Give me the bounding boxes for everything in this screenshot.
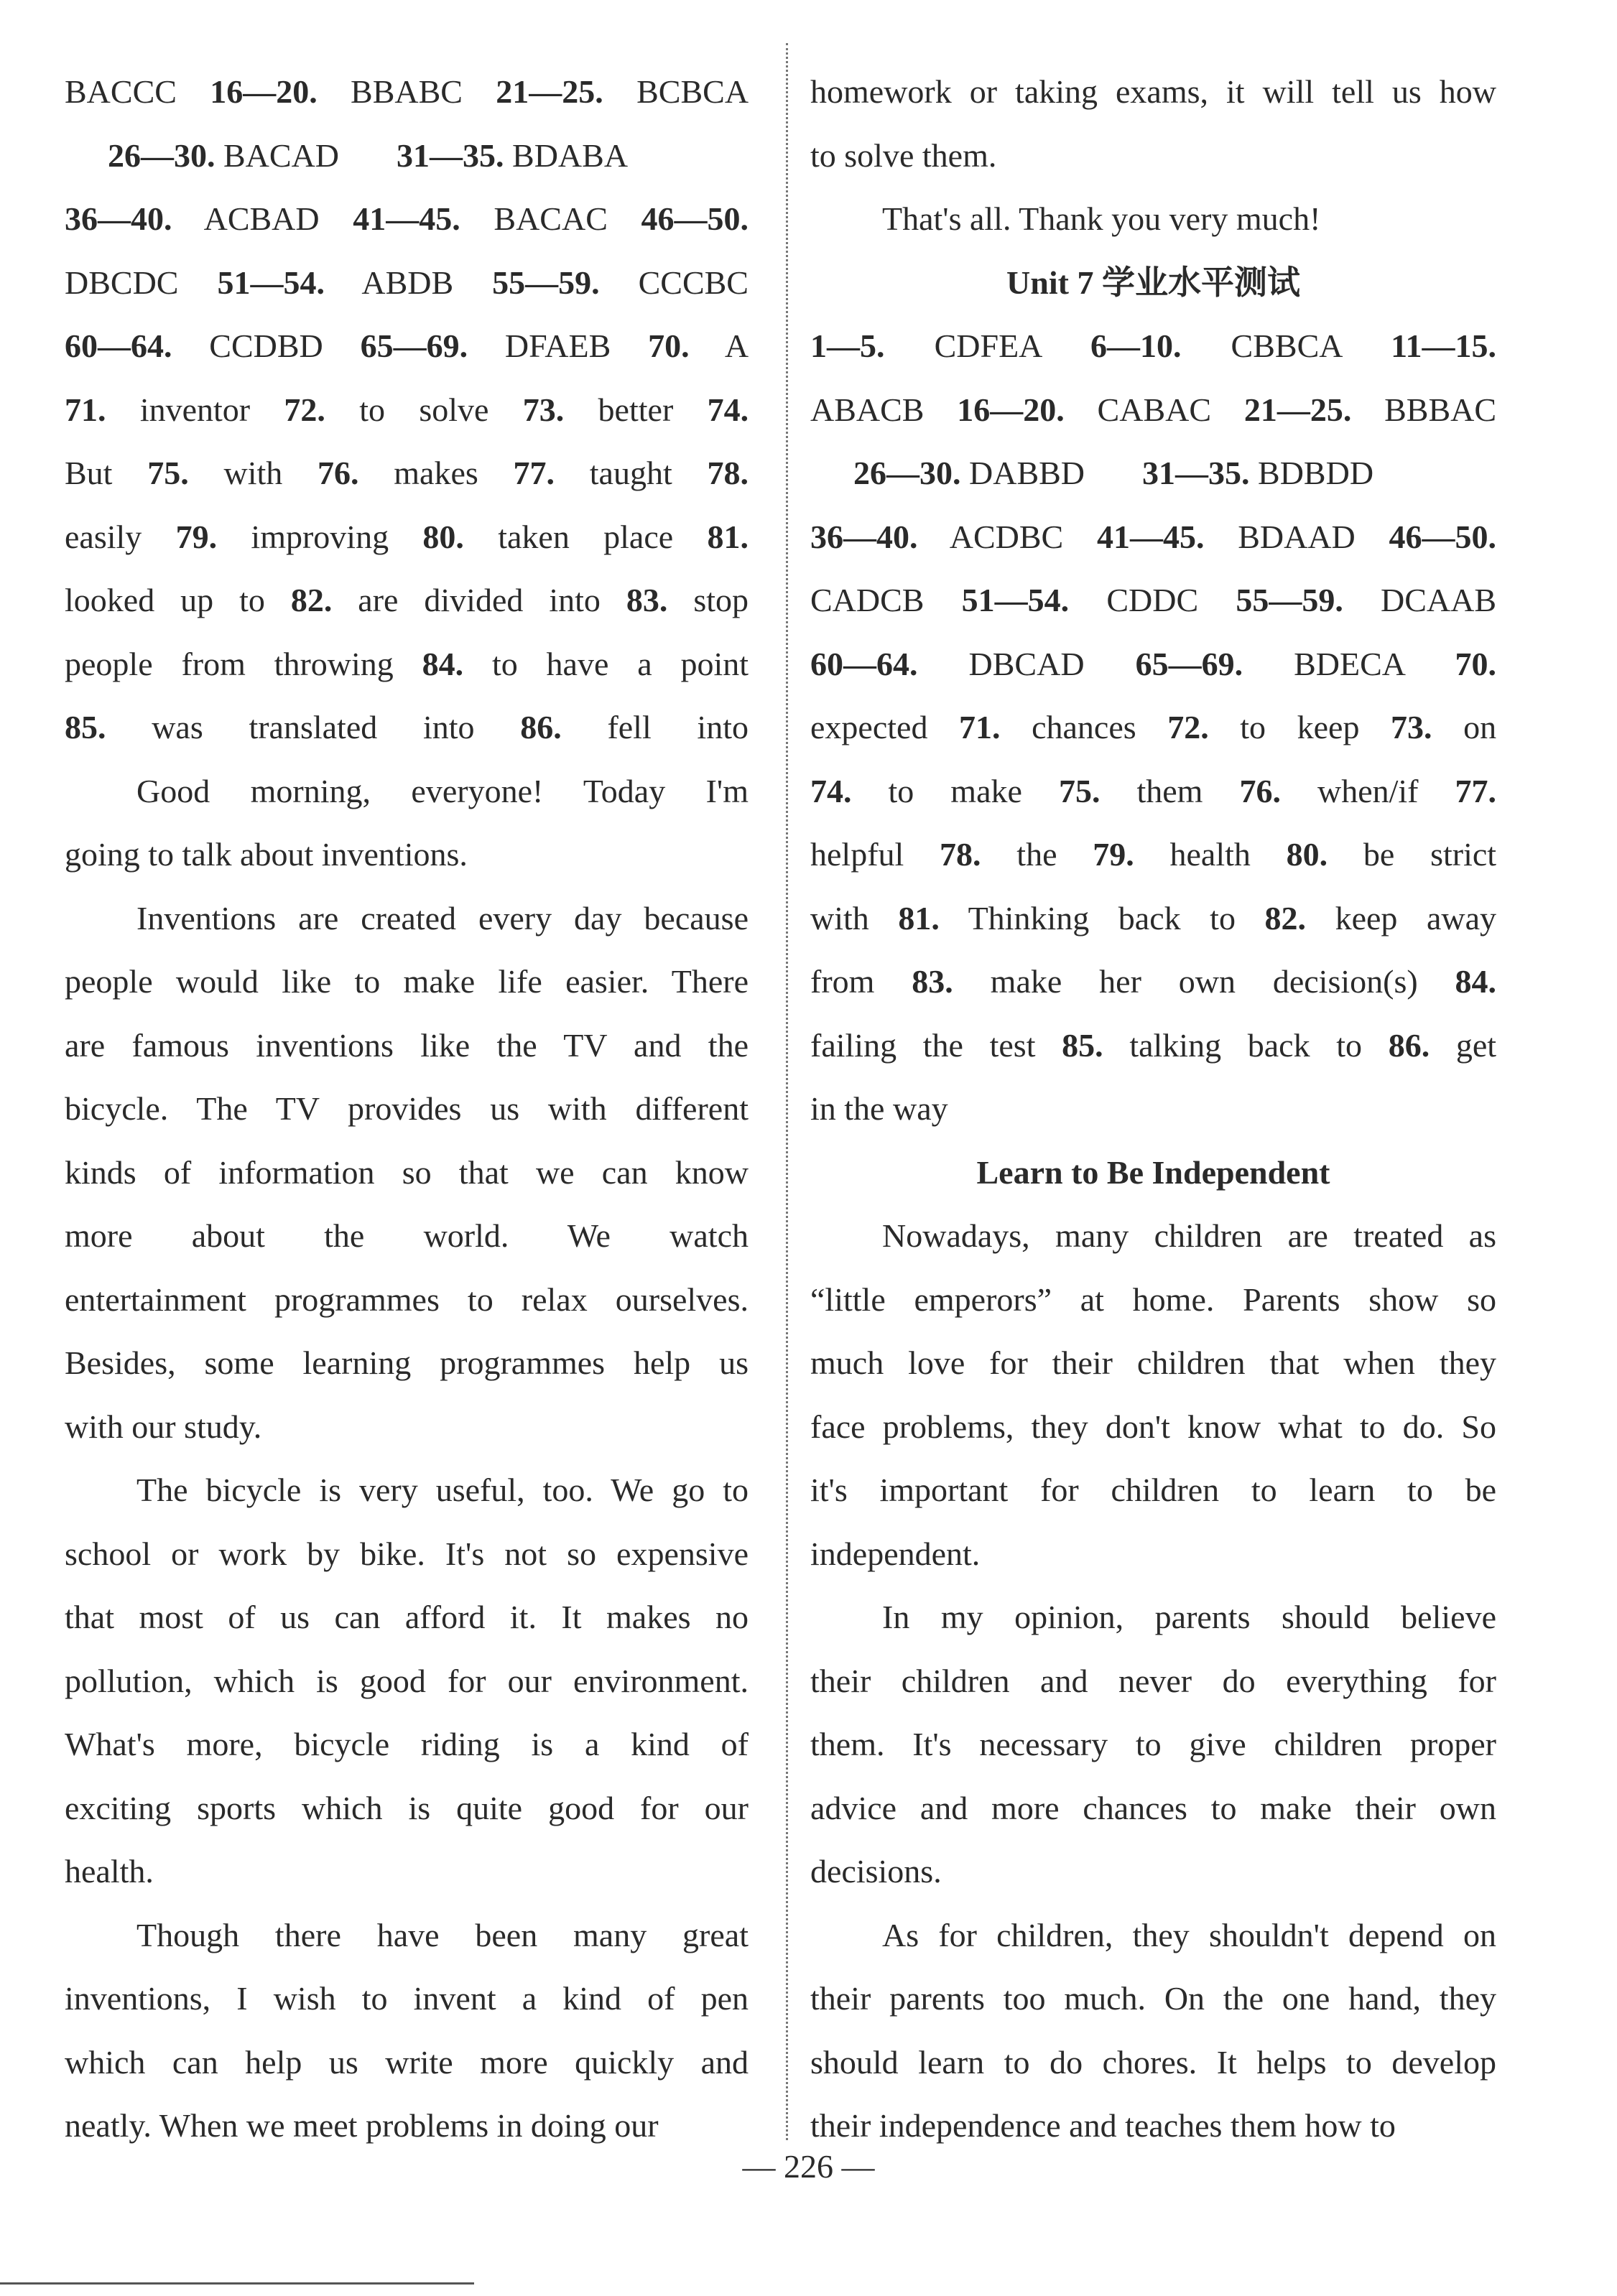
answer-item: 6—10. CBBCA [1090,327,1341,364]
question-range: 26—30. [108,136,216,174]
answer-item: 41—45. BACAC [353,200,608,237]
answer-item: 72. to solve [284,391,489,428]
essay-line: face problems, they don't know what to do. So [810,1408,1496,1445]
answer-item: 60—64. DBCAD [810,645,1085,682]
question-range: 21—25. [496,73,603,110]
answer-item: 84. to have a point [422,645,749,682]
essay-line: are famous inventions like the TV and the [65,1026,749,1064]
answer-item: 55—59. CCCBC [492,264,749,301]
answer-item: 71. inventor [65,391,251,428]
essay-line: exciting sports which is quite good for our [65,1789,749,1826]
answer-item: 76. when/if [1239,772,1419,809]
answer-item: 60—64. CCDBD [65,327,323,364]
essay-line: decisions. [810,1853,942,1890]
answer-item: 86. get [1388,1026,1497,1064]
essay-line: Besides, some learning programmes help us [65,1344,749,1381]
answer-line [810,696,1496,760]
essay-continuation-line: to solve them. [810,136,997,174]
essay-line: “little emperors” at home. Parents show so [810,1281,1496,1318]
answer-line [65,442,749,506]
answer-item: 77. taught [513,455,672,491]
question-range: 71. [65,391,106,428]
answer-item: 80. taken place [422,518,674,555]
essay-title: Learn to Be Independent [976,1153,1330,1191]
answer-item: ABACB [810,391,925,428]
question-range: 11—15. [1391,327,1497,364]
question-range: 78. [940,836,981,873]
answer-item: 85. was translated into [65,709,475,745]
answer-line [65,187,749,251]
question-range: 1—5. [810,327,885,364]
essay-line: The bicycle is very useful, too. We go to [136,1472,749,1508]
question-range: 82. [290,582,333,618]
answer-item: 79. health [1093,836,1251,873]
essay-line: people would like to make life easier. There [65,963,749,1000]
question-range: 36—40. [65,200,172,237]
answer-item [708,391,749,428]
answer-item: 70. A [648,327,749,364]
sample-essay-independent [810,1204,1496,2158]
question-range: 41—45. [1096,518,1205,555]
sample-essay-inventions [65,760,749,2158]
answer-item: 36—40. ACBAD [65,200,320,237]
question-range: 84. [1455,963,1497,1000]
question-range: 65—69. [1135,645,1243,682]
essay-closing: That's all. Thank you very much! [882,200,1321,237]
answer-item: people from throwing [65,645,394,682]
answer-key-block [810,315,1496,1141]
answer-item: 76. makes [318,455,478,491]
answer-item: 73. better [522,391,674,428]
question-range: 65—69. [360,327,468,364]
answer-item: CADCB [810,582,925,618]
answer-item: 86. fell into [520,709,749,745]
answer-item [1391,327,1496,364]
answer-item: 74. to make [810,772,1022,809]
answer-item: 71. chances [959,709,1136,745]
answer-item: 26—30. DABBD [853,455,1085,491]
page-number: — 226 — [742,2148,875,2185]
answer-item: 79. improving [175,518,389,555]
question-range: 70. [1455,645,1497,682]
answer-line [810,315,1496,378]
question-range: 51—54. [217,264,325,301]
question-range: 76. [1239,772,1281,809]
answer-line [810,633,1496,697]
answer-item: 78. the [940,836,1057,873]
essay-line: Good morning, everyone! Today I'm [136,772,749,809]
essay-line: school or work by bike. It's not so expensive [65,1535,749,1572]
left-column [65,60,749,2158]
question-range: 83. [626,582,668,618]
question-range: 80. [1286,836,1328,873]
answer-item: 16—20. CABAC [957,391,1212,428]
essay-continuation-line: homework or taking exams, it will tell us how [810,73,1496,110]
answer-item: 80. be strict [1286,836,1497,873]
answer-line [65,569,749,633]
question-range: 74. [707,391,749,428]
essay-line: advice and more chances to make their own [810,1789,1496,1826]
answer-item: 83. stop [626,582,749,618]
essay-line: Inventions are created every day because [136,899,749,936]
question-range: 36—40. [810,518,918,555]
answer-line [810,442,1496,506]
column-divider [786,43,788,2140]
question-range: 73. [1391,709,1432,745]
question-range: 26—30. [853,455,961,491]
question-range: 41—45. [353,200,460,237]
essay-line: entertainment programmes to relax ourselves. [65,1281,749,1318]
question-range: 51—54. [961,582,1070,618]
question-range: 81. [707,518,749,555]
answer-item: 51—54. ABDB [217,264,454,301]
question-range: 76. [318,455,359,491]
answer-item: 36—40. ACDBC [810,518,1064,555]
answer-item: 16—20. BBABC [210,73,463,110]
question-range: 84. [422,645,464,682]
question-range: 80. [422,518,464,555]
answer-item [1455,963,1497,1000]
essay-line: their independence and teaches them how to [810,2107,1396,2144]
answer-item: helpful [810,836,904,873]
essay-line: pollution, which is good for our environment. [65,1662,749,1699]
bottom-rule [0,2282,474,2285]
essay-line: with our study. [65,1408,262,1445]
question-range: 60—64. [65,327,172,364]
answer-line [810,760,1496,824]
essay-line: more about the world. We watch [65,1217,749,1254]
answer-item: failing the test [810,1026,1036,1064]
answer-line [810,378,1496,442]
answer-item: 82. are divided into [290,582,601,618]
answer-line [810,823,1496,887]
question-range: 72. [1167,709,1209,745]
essay-line: which can help us write more quickly and [65,2043,749,2081]
essay-line: that most of us can afford it. It makes no [65,1599,749,1635]
answer-line [65,60,749,124]
answer-line [65,251,749,315]
question-range: 21—25. [1243,391,1352,428]
answer-item: But [65,455,113,491]
question-range: 79. [1093,836,1134,873]
answer-line [810,506,1496,570]
question-range: 77. [513,455,555,491]
answer-item: 81. Thinking back to [898,899,1236,936]
answer-item: 1—5. CDFEA [810,327,1041,364]
answer-item [1389,519,1497,555]
essay-line: Though there have been many great [136,1916,749,1953]
question-range: 31—35. [397,136,504,174]
question-range: 73. [522,391,565,428]
answer-line [65,124,749,188]
answer-item: in the way [810,1090,948,1127]
answer-item: expected [810,709,928,745]
question-range: 16—20. [210,73,318,110]
question-range: 79. [175,518,218,555]
answer-item: BACCC [65,73,177,110]
answer-line [65,378,749,442]
answer-item: 73. on [1391,709,1497,745]
essay-line: independent. [810,1535,981,1572]
answer-item: from [810,963,875,1000]
question-range: 46—50. [1389,518,1497,555]
answer-item: 83. make her own decision(s) [912,963,1418,1000]
essay-line: going to talk about inventions. [65,836,468,873]
question-range: 55—59. [492,264,600,301]
answer-item: 31—35. BDABA [397,136,629,174]
answer-item: 72. to keep [1167,709,1360,745]
question-range: 85. [65,709,106,745]
question-range: 75. [1058,772,1101,809]
question-range: 74. [810,772,852,809]
question-range: 16—20. [957,391,1065,428]
answer-item: 85. talking back to [1062,1026,1363,1064]
answer-item: 31—35. BDBDD [1142,455,1374,491]
answer-line [810,887,1496,951]
question-range: 70. [648,327,690,364]
answer-item [1455,646,1497,682]
essay-line: As for children, they shouldn't depend on [882,1916,1496,1953]
answer-item: 65—69. DFAEB [360,327,611,364]
question-range: 31—35. [1142,455,1250,491]
essay-line: them. It's necessary to give children proper [810,1726,1496,1762]
unit-title: Unit 7 学业水平测试 [1006,264,1300,301]
answer-item: 41—45. BDAAD [1096,518,1356,555]
essay-line: it's important for children to learn to be [810,1472,1496,1508]
essay-line: neatly. When we meet problems in doing our [65,2107,659,2144]
question-range: 86. [520,709,562,745]
question-range: 72. [284,391,325,428]
answer-line [65,315,749,378]
answer-item: 21—25. BCBCA [496,73,749,110]
essay-line: much love for their children that when they [810,1344,1496,1381]
answer-item [641,200,749,237]
essay-line: their children and never do everything for [810,1662,1496,1699]
essay-line: health. [65,1853,154,1890]
answer-item: 21—25. BBBAC [1243,391,1497,428]
question-range: 85. [1062,1026,1103,1064]
answer-item: 82. keep away [1264,899,1497,936]
question-range: 60—64. [810,645,918,682]
answer-item: 26—30. BACAD [108,136,340,174]
essay-line: In my opinion, parents should believe [882,1599,1496,1635]
essay-line: bicycle. The TV provides us with different [65,1090,749,1127]
question-range: 55—59. [1236,582,1343,618]
essay-line: their parents too much. On the one hand, they [810,1980,1496,2017]
question-range: 6—10. [1090,327,1182,364]
question-range: 82. [1264,899,1307,936]
answer-line [65,633,749,697]
answer-key-block [65,60,749,760]
question-range: 71. [959,709,1001,745]
essay-line: What's more, bicycle riding is a kind of [65,1726,749,1762]
answer-line [65,696,749,760]
answer-line [810,950,1496,1014]
answer-item: looked up to [65,582,265,618]
answer-item [1455,773,1497,809]
answer-line [810,569,1496,633]
essay-line: should learn to do chores. It helps to develop [810,2043,1496,2081]
answer-item: with [810,899,869,936]
essay-line: inventions, I wish to invent a kind of pen [65,1980,749,2017]
answer-item: 51—54. CDDC [961,582,1199,618]
question-range: 75. [147,455,189,491]
question-range: 86. [1388,1026,1430,1064]
answer-item: DBCDC [65,264,179,301]
essay-line: kinds of information so that we can know [65,1153,749,1191]
answer-item: 65—69. BDECA [1135,645,1404,682]
question-range: 78. [707,455,749,491]
question-range: 81. [898,899,940,936]
answer-item: 75. with [147,455,283,491]
essay-line: Nowadays, many children are treated as [882,1217,1496,1254]
question-range: 77. [1455,772,1497,809]
answer-line [810,1014,1496,1078]
answer-item [708,519,749,555]
answer-line [65,506,749,570]
answer-item: 75. them [1058,772,1203,809]
question-range: 46—50. [641,200,749,237]
answer-line [810,1077,1496,1141]
answer-item [708,455,749,491]
right-column [810,60,1496,2158]
answer-item: 55—59. DCAAB [1236,582,1497,618]
answer-item: easily [65,518,142,555]
question-range: 83. [912,963,953,1000]
